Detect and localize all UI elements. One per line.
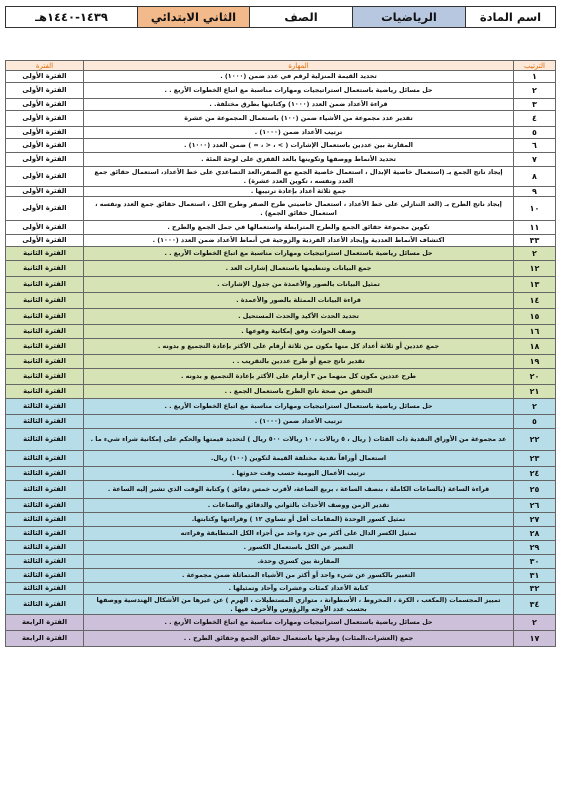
table-row (6, 369, 556, 385)
row-number: ٢٨ (514, 527, 556, 541)
skills-table-body (6, 71, 556, 647)
row-period: الفترة الأولى (6, 235, 84, 247)
row-skill: طرح عددين مكون كل منهما من ٣ أرقام على الأكثر بإعادة التجميع و بدونه . (84, 369, 514, 385)
row-skill: وصف الحوادث وفق إمكانية وقوعها . (84, 325, 514, 339)
row-skill: حل مسائل رياضية باستعمال استراتيجيات ومهارات مناسبة مع اتباع الخطوات الأربع . . (84, 83, 514, 99)
header-table (5, 6, 556, 28)
row-period: الفترة الثانية (6, 277, 84, 293)
row-period: الفترة الأولى (6, 139, 84, 153)
row-period: الفترة الأولى (6, 83, 84, 99)
row-number: ٢ (514, 615, 556, 631)
table-row (6, 277, 556, 293)
table-row (6, 513, 556, 527)
row-number: ١١ (514, 221, 556, 235)
row-skill: اكتشاف الأنماط العددية وإيجاد الأعداد الفردية والزوجية في أنماط الأعداد ضمن العدد (١٠٠٠) . (84, 235, 514, 247)
row-skill: التعبير عن الكل باستعمال الكسور . (84, 541, 514, 555)
table-row (6, 71, 556, 83)
subject-value: الرياضيات (353, 7, 466, 28)
table-row (6, 325, 556, 339)
row-skill: تمثيل البيانات بالصور والأعمدة من جدول الإشارات . (84, 277, 514, 293)
row-number: ١٦ (514, 325, 556, 339)
column-header-order: الترتيب (514, 61, 556, 71)
table-row (6, 615, 556, 631)
row-period: الفترة الثالثة (6, 481, 84, 499)
row-skill: إيجاد ناتج الجمع بـ (استعمال خاصية الإبدال ، استعمال خاصية الجمع مع الصفر،العد التصاعدي على خط الأعداد، استعمال حقائق جمع العدد ونفسه ، تكوين العدد عشرة) . (84, 167, 514, 187)
academic-year: ١٤٣٩-١٤٤٠هـ (6, 7, 138, 28)
row-number: ٢٦ (514, 499, 556, 513)
row-number: ٢ (514, 83, 556, 99)
row-period: الفترة الثالثة (6, 555, 84, 569)
row-period: الفترة الأولى (6, 127, 84, 139)
row-number: ٣٢ (514, 583, 556, 595)
row-number: ٩ (514, 187, 556, 197)
table-row (6, 99, 556, 111)
row-period: الفترة الأولى (6, 71, 84, 83)
table-row (6, 481, 556, 499)
row-skill: ترتيب الأعداد ضمن (١٠٠٠) . (84, 415, 514, 429)
row-number: ١٧ (514, 631, 556, 647)
row-skill: تكوين مجموعة حقائق الجمع والطرح المترابطة واستعمالها في جمل الجمع والطرح . (84, 221, 514, 235)
row-skill: تمييز المجسمات (المكعب ، الكرة ، المخروط ، الأسطوانة ، متوازي المستطيلات ، الهرم ) عن غيرها من الأشكال الهندسية ووصفها بحسب عدد الأوجه والرؤوس والأحرف فيها . (84, 595, 514, 615)
row-skill: تحديد الحدث الأكيد والحدث المستحيل . (84, 309, 514, 325)
row-period: الفترة الأولى (6, 99, 84, 111)
row-number: ٢٣ (514, 451, 556, 467)
row-number: ٣١ (514, 569, 556, 583)
table-row (6, 467, 556, 481)
row-number: ٧ (514, 153, 556, 167)
row-period: الفترة الثانية (6, 385, 84, 399)
row-period: الفترة الثالثة (6, 595, 84, 615)
row-period: الفترة الثالثة (6, 527, 84, 541)
row-period: الفترة الأولى (6, 197, 84, 221)
row-period: الفترة الثانية (6, 339, 84, 355)
row-number: ٣٤ (514, 595, 556, 615)
table-row (6, 221, 556, 235)
row-skill: تقدير عدد مجموعة من الأشياء ضمن (١٠٠) باستعمال المجموعة من عشرة (84, 111, 514, 127)
table-row (6, 631, 556, 647)
subject-label: اسم المادة (466, 7, 556, 28)
row-skill: حل مسائل رياضية باستعمال استراتيجيات ومهارات مناسبة مع اتباع الخطوات الأربع . . (84, 399, 514, 415)
row-skill: تمثيل كسور الوحدة (المقامات أقل أو تساوي ١٢ ) وقراءتها وكتابتها. (84, 513, 514, 527)
row-skill: جمع البيانات وتنظيمها باستعمال إشارات العد . (84, 261, 514, 277)
row-number: ٢٧ (514, 513, 556, 527)
row-period: الفترة الأولى (6, 187, 84, 197)
row-period: الفترة الثانية (6, 261, 84, 277)
row-period: الفترة الثالثة (6, 451, 84, 467)
row-skill: تمثيل الكسر الدال على أكثر من جزء واحد من أجزاء الكل المتطابقة وقراءته (84, 527, 514, 541)
row-number: ٢٠ (514, 369, 556, 385)
row-skill: تحديد القيمة المنزلية لرقم في عدد ضمن (١٠٠٠) . (84, 71, 514, 83)
row-period: الفترة الثالثة (6, 499, 84, 513)
row-number: ١٩ (514, 355, 556, 369)
row-number: ١ (514, 71, 556, 83)
row-skill: جمع (العشرات،المئات) وطرحها باستعمال حقائق الجمع وحقائق الطرح . . (84, 631, 514, 647)
row-number: ١٤ (514, 293, 556, 309)
row-period: الفترة الرابعة (6, 615, 84, 631)
table-row (6, 385, 556, 399)
skills-table (5, 60, 556, 647)
row-skill: جمع عددين أو ثلاثة أعداد كل منها مكون من ثلاثة أرقام على الأكثر بإعادة التجميع و بدونه . (84, 339, 514, 355)
row-period: الفترة الثالثة (6, 415, 84, 429)
table-row (6, 555, 556, 569)
table-row (6, 153, 556, 167)
row-period: الفترة الأولى (6, 167, 84, 187)
table-row (6, 127, 556, 139)
row-period: الفترة الثانية (6, 355, 84, 369)
row-skill: حل مسائل رياضية باستعمال استراتيجيات ومهارات مناسبة مع اتباع الخطوات الأربع . . (84, 615, 514, 631)
row-period: الفترة الأولى (6, 111, 84, 127)
column-header-skill: المهارة (84, 61, 514, 71)
row-period: الفترة الثالثة (6, 541, 84, 555)
row-skill: تقدير الزمن ووصف الأحداث بالثواني والدقائق والساعات . (84, 499, 514, 513)
table-row (6, 595, 556, 615)
row-number: ٢ (514, 247, 556, 261)
table-row (6, 197, 556, 221)
row-period: الفترة الثالثة (6, 467, 84, 481)
row-period: الفترة الثانية (6, 247, 84, 261)
row-skill: قراءة البيانات الممثلة بالصور والأعمدة . (84, 293, 514, 309)
row-period: الفترة الثالثة (6, 513, 84, 527)
row-period: الفترة الثانية (6, 293, 84, 309)
row-number: ٢٢ (514, 429, 556, 451)
row-number: ٣٣ (514, 235, 556, 247)
row-skill: جمع ثلاثة أعداد بإعادة ترتيبها . (84, 187, 514, 197)
row-period: الفترة الثالثة (6, 583, 84, 595)
row-number: ٢١ (514, 385, 556, 399)
row-period: الفترة الثانية (6, 325, 84, 339)
table-row (6, 499, 556, 513)
row-period: الفترة الرابعة (6, 631, 84, 647)
row-number: ٢ (514, 399, 556, 415)
row-skill: استعمال أوراقاً نقدية مختلفة القيمة لتكوين (١٠٠) ريال. (84, 451, 514, 467)
row-number: ١٢ (514, 261, 556, 277)
row-skill: ترتيب الأعمال اليومية حسب وقت حدوثها . (84, 467, 514, 481)
row-skill: المقارنة بين كسري وحدة. (84, 555, 514, 569)
grade-value: الثاني الابتدائي (138, 7, 250, 28)
table-row (6, 261, 556, 277)
row-period: الفترة الأولى (6, 221, 84, 235)
row-period: الفترة الثالثة (6, 399, 84, 415)
row-skill: تقدير ناتج جمع أو طرح عددين بالتقريب . . (84, 355, 514, 369)
grade-label: الصف (250, 7, 353, 28)
table-row (6, 399, 556, 415)
row-number: ٦ (514, 139, 556, 153)
row-number: ٥ (514, 127, 556, 139)
column-header-period: الفترة (6, 61, 84, 71)
row-number: ٤ (514, 111, 556, 127)
row-number: ٢٥ (514, 481, 556, 499)
row-skill: تحديد الأنماط ووصفها وتكوينها بالعد القفزي على لوحة المئة . (84, 153, 514, 167)
row-skill: إيجاد ناتج الطرح بـ (العد التنازلي على خط الأعداد ، استعمال خاصيتي طرح الصفر وطرح الكل ، استعمال حقائق جمع العدد ونفسه ، استعمال حقائق الجمع) . (84, 197, 514, 221)
table-row (6, 527, 556, 541)
row-period: الفترة الثالثة (6, 429, 84, 451)
table-row (6, 569, 556, 583)
row-number: ٢٤ (514, 467, 556, 481)
row-number: ١٠ (514, 197, 556, 221)
table-row (6, 451, 556, 467)
row-skill: التعبير بالكسور عن شيء واحد أو أكثر من الأشياء المتماثلة ضمن مجموعة . (84, 569, 514, 583)
row-number: ٨ (514, 167, 556, 187)
row-skill: قراءة الساعة (بالساعات الكاملة ، بنصف الساعة ، بربع الساعة، لأقرب خمس دقائق ) وكتابة الوقت الذي تشير إليه الساعة . (84, 481, 514, 499)
row-number: ٢٩ (514, 541, 556, 555)
row-period: الفترة الأولى (6, 153, 84, 167)
table-row (6, 111, 556, 127)
row-number: ٥ (514, 415, 556, 429)
row-skill: ترتيب الأعداد ضمن (١٠٠٠) . (84, 127, 514, 139)
row-skill: قراءة الأعداد ضمن العدد (١٠٠٠) وكتابتها بطرق مختلفة. . (84, 99, 514, 111)
table-row (6, 139, 556, 153)
table-row (6, 293, 556, 309)
row-skill: كتابة الأعداد كمئات وعشرات وآحاد وتمثيلها . (84, 583, 514, 595)
table-row (6, 247, 556, 261)
table-row (6, 583, 556, 595)
row-skill: التحقق من صحة ناتج الطرح باستعمال الجمع . . (84, 385, 514, 399)
row-skill: المقارنة بين عددين باستعمال الإشارات ( > ، < ، = ) ضمن العدد (١٠٠٠) . (84, 139, 514, 153)
table-row (6, 83, 556, 99)
row-number: ١٨ (514, 339, 556, 355)
table-row (6, 415, 556, 429)
table-row (6, 235, 556, 247)
row-skill: عد مجموعة من الأوراق النقدية ذات الفئات ( ريال ، ٥ ريالات ، ١٠ ريالات ٥٠٠ ريال ) لتحديد قيمتها والحكم على إمكانية شراء شيء ما . (84, 429, 514, 451)
row-number: ٣٠ (514, 555, 556, 569)
table-row (6, 339, 556, 355)
row-period: الفترة الثانية (6, 369, 84, 385)
row-period: الفترة الثالثة (6, 569, 84, 583)
row-number: ١٣ (514, 277, 556, 293)
row-period: الفترة الثانية (6, 309, 84, 325)
table-row (6, 167, 556, 187)
table-row (6, 541, 556, 555)
row-number: ٣ (514, 99, 556, 111)
row-skill: حل مسائل رياضية باستعمال استراتيجيات ومهارات مناسبة مع اتباع الخطوات الأربع . . (84, 247, 514, 261)
table-row (6, 355, 556, 369)
table-row (6, 187, 556, 197)
row-number: ١٥ (514, 309, 556, 325)
table-row (6, 429, 556, 451)
table-row (6, 309, 556, 325)
